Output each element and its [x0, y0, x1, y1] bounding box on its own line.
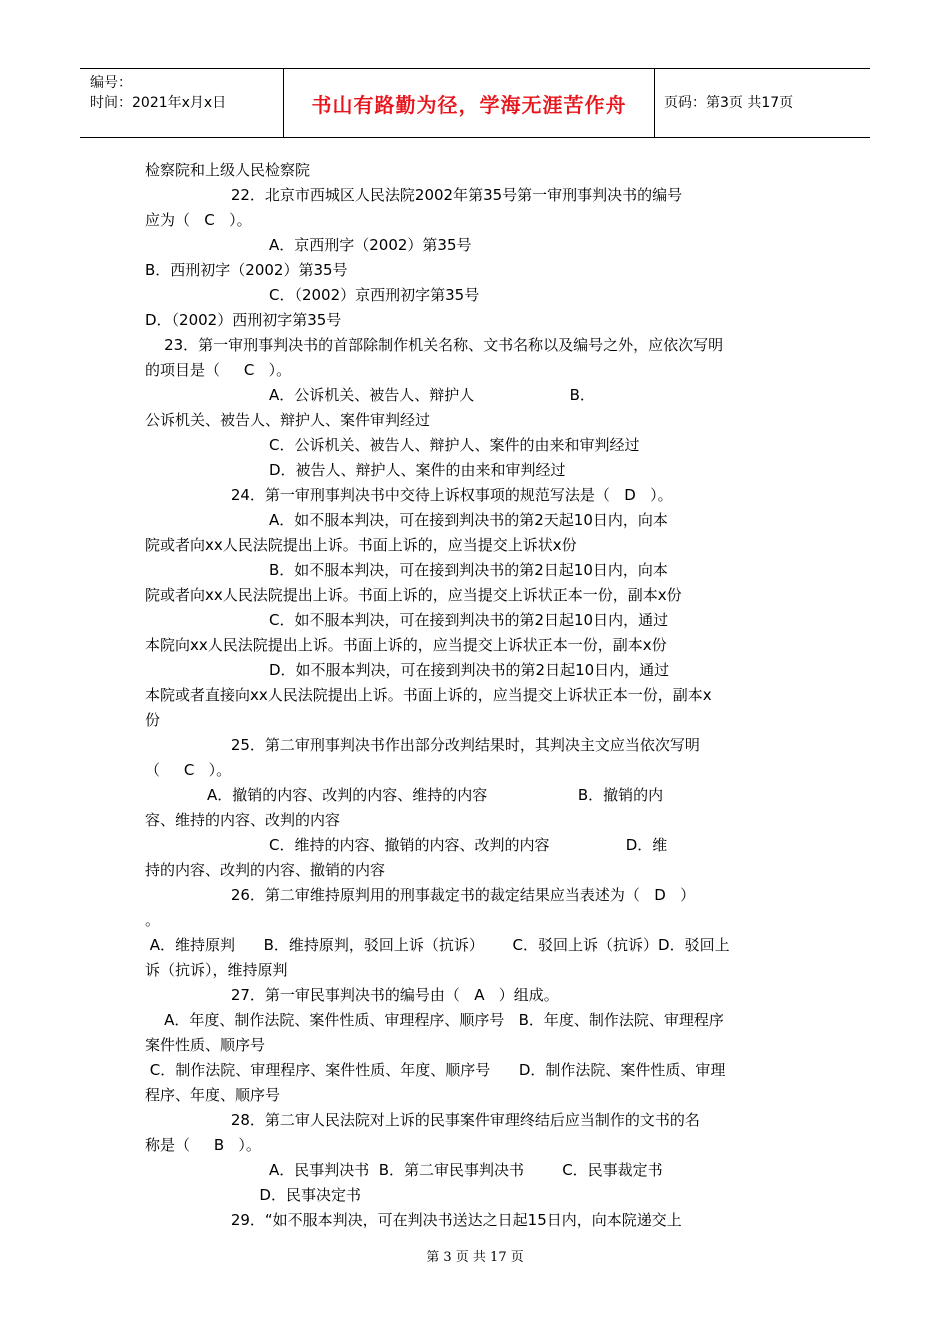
text-line: A．如不服本判决，可在接到判决书的第2天起10日内，向本 [145, 511, 668, 529]
text-line: 24．第一审刑事判决书中交待上诉权事项的规范写法是（ D ）。 [145, 486, 673, 504]
text-line: 份 [145, 711, 161, 729]
text-line: 的项目是（ C ）。 [145, 361, 292, 379]
text-line: 检察院和上级人民检察院 [145, 161, 311, 179]
text-line: 26．第二审维持原判用的刑事裁定书的裁定结果应当表述为（ D ） [145, 886, 696, 904]
text-line: 本院或者直接向xx人民法院提出上诉。书面上诉的，应当提交上诉状正本一份，副本x [145, 686, 712, 704]
text-line: 程序、年度、顺序号 [145, 1086, 281, 1104]
text-line: D．民事决定书 [145, 1186, 361, 1204]
text-line: 院或者向xx人民法院提出上诉。书面上诉的，应当提交上诉状正本一份，副本x份 [145, 586, 682, 604]
text-line: A．民事判决书 B．第二审民事判决书 C．民事裁定书 [145, 1161, 663, 1179]
text-line: 院或者向xx人民法院提出上诉。书面上诉的，应当提交上诉状x份 [145, 536, 577, 554]
page-footer: 第 3 页 共 17 页 [426, 1250, 524, 1265]
text-line: 29．“如不服本判决，可在判决书送达之日起15日内，向本院递交上 [145, 1211, 682, 1229]
text-line: C．制作法院、审理程序、案件性质、年度、顺序号 D．制作法院、案件性质、审理 [145, 1061, 726, 1079]
text-line: A．撤销的内容、改判的内容、维持的内容 B．撤销的内 [145, 786, 664, 804]
text-line: C．维持的内容、撤销的内容、改判的内容 D．维 [145, 836, 668, 854]
text-line: 称是（ B ）。 [145, 1136, 261, 1154]
text-line: C．（2002）京西刑初字第35号 [145, 286, 480, 304]
header-date: 时间：2021年x月x日 [90, 95, 227, 111]
header-divider-right [654, 69, 655, 137]
text-line: 公诉机关、被告人、辩护人、案件审判经过 [145, 411, 431, 429]
text-line: 28．第二审人民法院对上诉的民事案件审理终结后应当制作的文书的名 [145, 1111, 700, 1129]
text-line: 25．第二审刑事判决书作出部分改判结果时，其判决主文应当依次写明 [145, 736, 700, 754]
text-line: 诉（抗诉），维持原判 [145, 961, 288, 979]
text-line: D．（2002）西刑初字第35号 [145, 311, 342, 329]
text-line: A．维持原判 B．维持原判，驳回上诉（抗诉） C．驳回上诉（抗诉）D．驳回上 [145, 936, 730, 954]
text-line: C．如不服本判决，可在接到判决书的第2日起10日内，通过 [145, 611, 669, 629]
header-page-info: 页码：第3页 共17页 [664, 95, 794, 111]
text-line: B．如不服本判决，可在接到判决书的第2日起10日内，向本 [145, 561, 668, 579]
text-line: 。 [145, 911, 161, 929]
text-line: （ C ）。 [145, 761, 232, 779]
text-line: 容、维持的内容、改判的内容 [145, 811, 341, 829]
header-meta [90, 73, 226, 113]
text-line: C．公诉机关、被告人、辩护人、案件的由来和审判经过 [145, 436, 640, 454]
text-line: 本院向xx人民法院提出上诉。书面上诉的，应当提交上诉状正本一份，副本x份 [145, 636, 667, 654]
header-motto: 书山有路勤为径，学海无涯苦作舟 [311, 92, 627, 117]
text-line: 22．北京市西城区人民法院2002年第35号第一审刑事判决书的编号 [145, 186, 683, 204]
text-line: A．公诉机关、被告人、辩护人 B． [145, 386, 595, 404]
text-line: 应为（ C ）。 [145, 211, 252, 229]
text-line: 案件性质、顺序号 [145, 1036, 266, 1054]
page-header [80, 68, 870, 138]
text-line: D．如不服本判决，可在接到判决书的第2日起10日内，通过 [145, 661, 670, 679]
text-line: A．年度、制作法院、案件性质、审理程序、顺序号 B．年度、制作法院、审理程序 [145, 1011, 724, 1029]
text-line: D．被告人、辩护人、案件的由来和审判经过 [145, 461, 566, 479]
text-line: B．西刑初字（2002）第35号 [145, 261, 348, 279]
text-line: A．京西刑字（2002）第35号 [145, 236, 472, 254]
text-line: 23．第一审刑事判决书的首部除制作机关名称、文书名称以及编号之外，应依次写明 [145, 336, 724, 354]
text-line: 持的内容、改判的内容、撤销的内容 [145, 861, 386, 879]
document-body [145, 158, 807, 1233]
text-line: 27．第一审民事判决书的编号由（ A ）组成。 [145, 986, 559, 1004]
header-number-label: 编号： [90, 75, 132, 91]
